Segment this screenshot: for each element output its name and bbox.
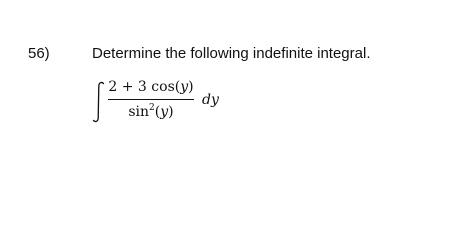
fraction-bar [108,99,194,100]
problem-prompt: Determine the following indefinite integral. [92,45,371,62]
fraction-denominator: $\sin^2(y)$ [128,103,174,120]
denominator-variable: y [160,104,169,120]
differential: dy [202,92,219,108]
integral-sign-icon [92,80,106,124]
numerator-variable: y [180,79,189,95]
denominator-function: sin [128,104,150,120]
problem-number: 56) [28,45,50,62]
denominator-exponent: 2 [149,103,155,113]
numerator-constant: 2 [108,79,118,95]
integrand-fraction [108,78,194,126]
numerator-operator: + [121,79,134,95]
integral-expression [92,78,292,128]
numerator-function: cos [151,79,175,95]
numerator-coefficient: 3 [137,79,147,95]
fraction-numerator: 2 + 3 cos(y) [108,79,194,95]
